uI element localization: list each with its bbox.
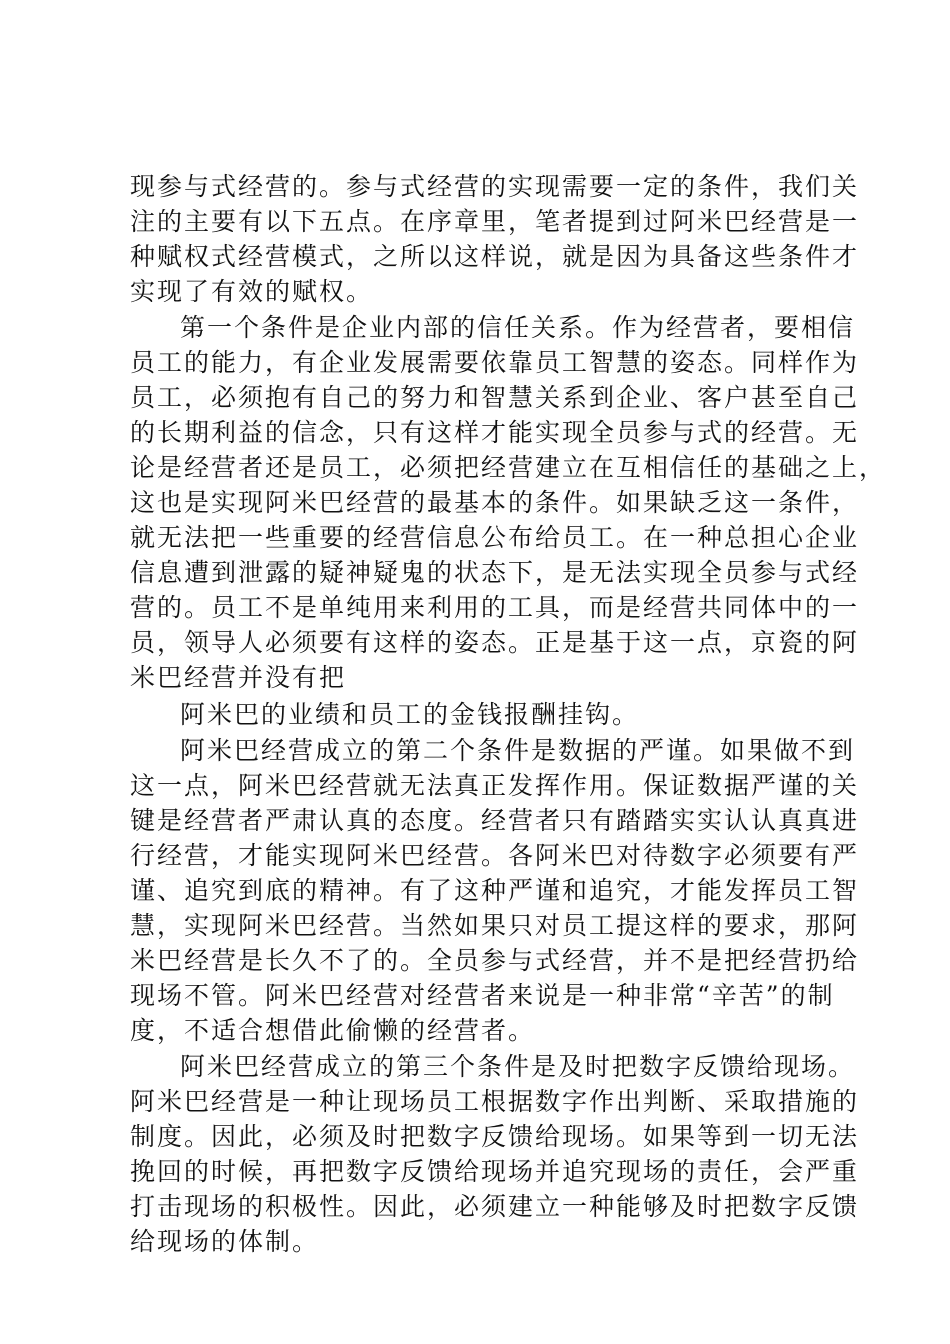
text-line: 这一点，阿米巴经营就无法真正发挥作用。保证数据严谨的关 (130, 771, 860, 800)
text-line: 阿米巴的业绩和员工的金钱报酬挂钩。 (180, 700, 640, 729)
text-line: 制度。因此，必须及时把数字反馈给现场。如果等到一切无法 (130, 1122, 860, 1151)
text-line: 现场不管。阿米巴经营对经营者来说是一种非常“辛苦”的制 (130, 981, 835, 1010)
text-line: 就无法把一些重要的经营信息公布给员工。在一种总担心企业 (130, 523, 860, 552)
text-line: 注的主要有以下五点。在序章里，笔者提到过阿米巴经营是一 (130, 207, 860, 236)
text-line: 第一个条件是企业内部的信任关系。作为经营者，要相信 (180, 313, 856, 342)
text-line: 员工的能力，有企业发展需要依靠员工智慧的姿态。同样作为 (130, 348, 860, 377)
text-line: 营的。员工不是单纯用来利用的工具，而是经营共同体中的一 (130, 593, 860, 622)
text-line: 阿米巴经营是一种让现场员工根据数字作出判断、采取措施的 (130, 1087, 860, 1116)
text-line: 实现了有效的赋权。 (130, 277, 374, 306)
text-line: 谨、追究到底的精神。有了这种严谨和追究，才能发挥员工智 (130, 876, 860, 905)
text-line: 阿米巴经营成立的第三个条件是及时把数字反馈给现场。 (180, 1052, 856, 1081)
text-line: 给现场的体制。 (130, 1227, 320, 1256)
text-line: 种赋权式经营模式，之所以这样说，就是因为具备这些条件才 (130, 242, 860, 271)
text-line: 员工，必须抱有自己的努力和智慧关系到企业、客户甚至自己 (130, 383, 860, 412)
text-line: 行经营，才能实现阿米巴经营。各阿米巴对待数字必须要有严 (130, 841, 860, 870)
text-line: 论是经营者还是员工，必须把经营建立在互相信任的基础之上， (130, 453, 887, 482)
text-line: 的长期利益的信念，只有这样才能实现全员参与式的经营。无 (130, 418, 860, 447)
text-line: 慧，实现阿米巴经营。当然如果只对员工提这样的要求，那阿 (130, 911, 860, 940)
text-line: 米巴经营并没有把 (130, 663, 347, 692)
text-line: 现参与式经营的。参与式经营的实现需要一定的条件，我们关 (130, 172, 860, 201)
text-line: 键是经营者严肃认真的态度。经营者只有踏踏实实认认真真进 (130, 806, 860, 835)
text-line: 挽回的时候，再把数字反馈给现场并追究现场的责任，会严重 (130, 1157, 860, 1186)
text-line: 信息遭到泄露的疑神疑鬼的状态下，是无法实现全员参与式经 (130, 558, 860, 587)
text-line: 打击现场的积极性。因此，必须建立一种能够及时把数字反馈 (130, 1192, 860, 1221)
text-line: 员，领导人必须要有这样的姿态。正是基于这一点，京瓷的阿 (130, 628, 860, 657)
text-line: 米巴经营是长久不了的。全员参与式经营，并不是把经营扔给 (130, 946, 860, 975)
text-line: 阿米巴经营成立的第二个条件是数据的严谨。如果做不到 (180, 736, 856, 765)
text-line: 这也是实现阿米巴经营的最基本的条件。如果缺乏这一条件， (130, 488, 860, 517)
text-line: 度，不适合想借此偷懒的经营者。 (130, 1016, 536, 1045)
